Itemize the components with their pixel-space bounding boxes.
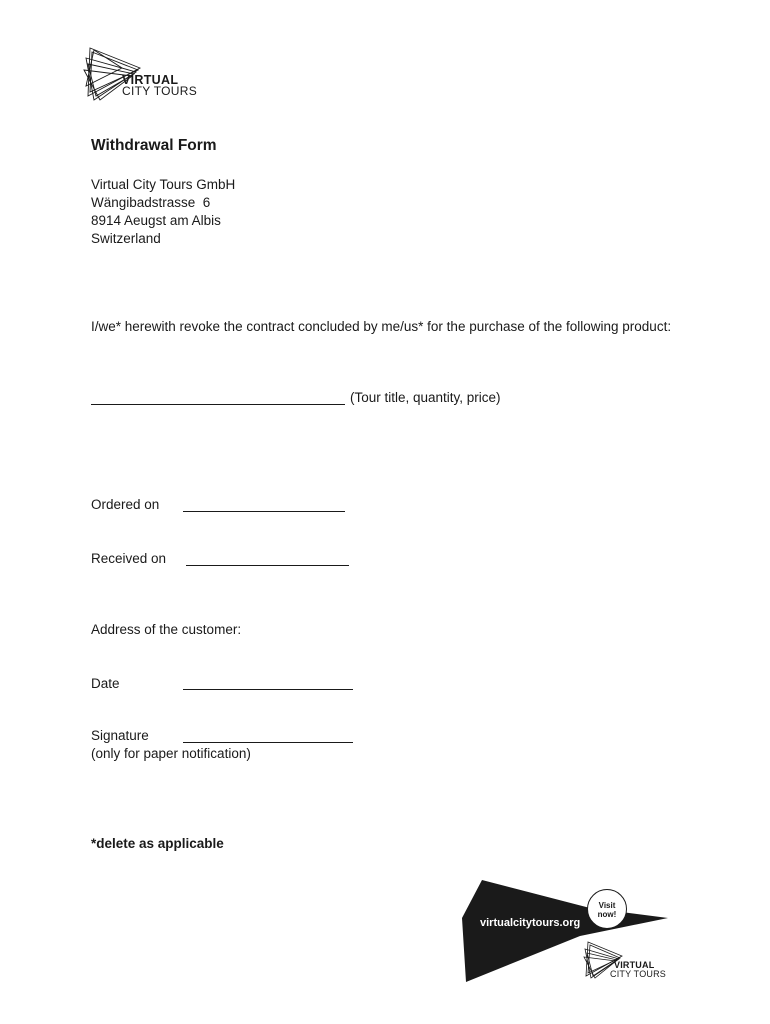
ordered-on-label: Ordered on [91,497,160,512]
visit-line-1: Visit [598,901,616,910]
company-city: 8914 Aeugst am Albis [91,213,221,228]
footer-logo-word-virtual: VIRTUAL [614,960,655,970]
product-field[interactable] [91,404,345,405]
revoke-statement: I/we* herewith revoke the contract concluded by me/us* for the purchase of the following product: [91,319,672,334]
signature-field[interactable] [183,742,353,743]
date-field[interactable] [183,689,353,690]
visit-line-2: now! [597,910,617,919]
product-field-label: (Tour title, quantity, price) [350,390,501,405]
delete-note: *delete as applicable [91,836,224,851]
visit-now-badge[interactable] [587,889,627,929]
footer-url[interactable]: virtualcitytours.org [480,917,581,929]
company-address [91,176,235,248]
signature-label: Signature [91,728,149,743]
footer-logo [582,940,677,980]
logo-word-virtual: VIRTUAL [122,73,179,87]
date-label: Date [91,676,120,691]
received-on-label: Received on [91,551,167,566]
footer-logo-word-city-tours: CITY TOURS [610,969,667,979]
received-on-field[interactable] [186,565,349,566]
ordered-on-field[interactable] [183,511,345,512]
company-street: Wängibadstrasse 6 [91,195,211,210]
logo-word-city-tours: CITY TOURS [122,84,198,98]
company-logo [82,46,212,102]
page-title: Withdrawal Form [91,137,217,154]
company-name: Virtual City Tours GmbH [91,177,236,192]
company-country: Switzerland [91,231,161,246]
customer-address-label: Address of the customer: [91,622,242,637]
signature-note: (only for paper notification) [91,746,251,761]
